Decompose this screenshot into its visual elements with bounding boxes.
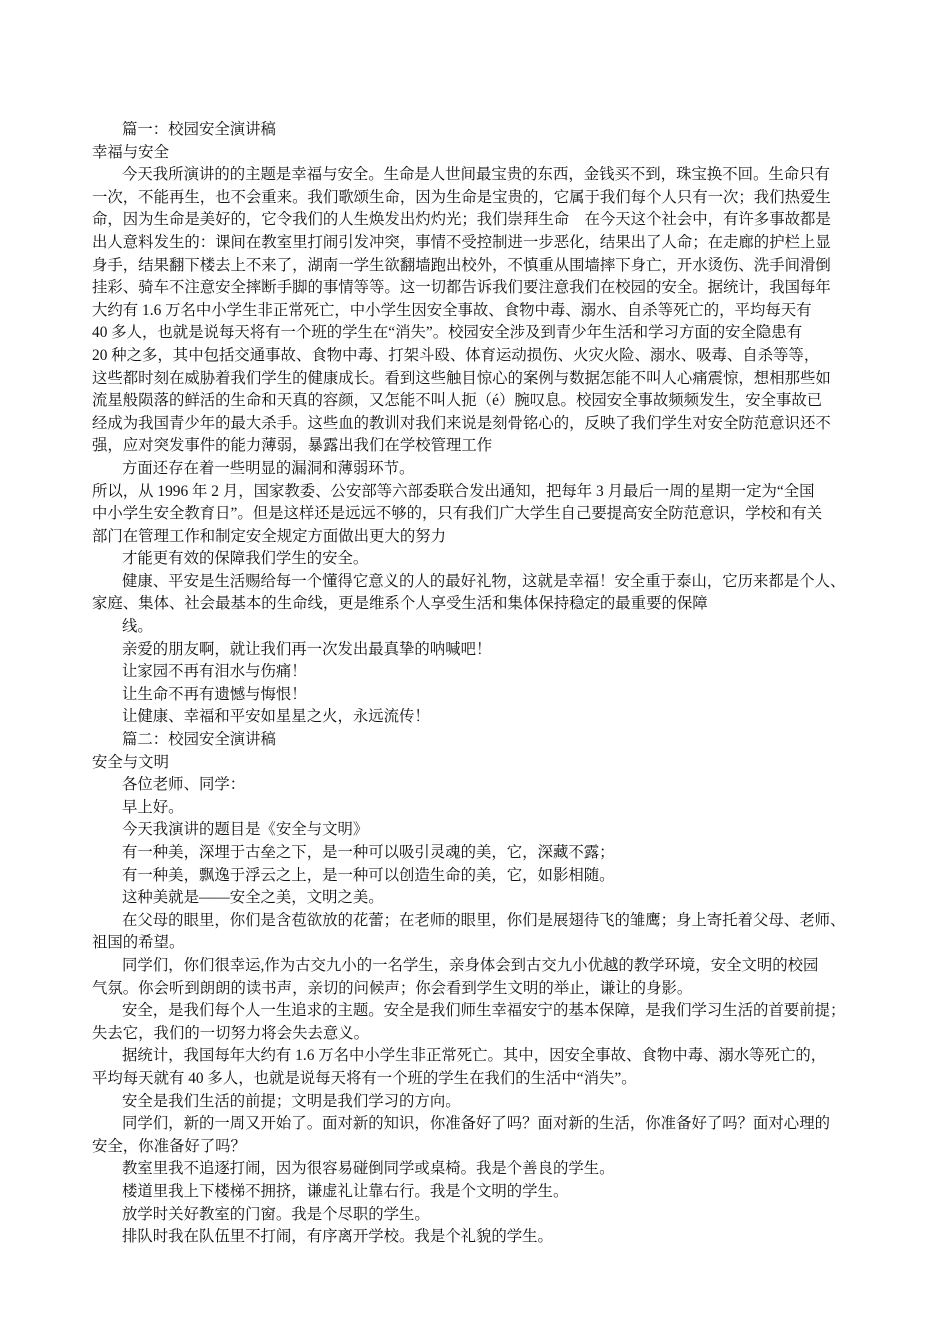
text-line: 同学们，你们很幸运,作为古交九小的一名学生，亲身体会到古交九小优越的教学环境，安全文明的校园 (122, 956, 819, 974)
text-line: 所以，从 1996 年 2 月，国家教委、公安部等六部委联合发出通知，把每年 3 月最后一周的星期一定为“全国 (92, 482, 815, 500)
text-line: 排队时我在队伍里不打闹，有序离开学校。我是个礼貌的学生。 (122, 1228, 553, 1246)
text-line: 安全，你准备好了吗？ (92, 1137, 246, 1155)
text-line: 线。 (122, 618, 153, 636)
text-line: 祖国的希望。 (92, 934, 185, 952)
text-line: 让家园不再有泪水与伤痛！ (122, 663, 307, 681)
text-line: 一次，不能再生，也不会重来。我们歌颂生命，因为生命是宝贵的，它属于我们每个人只有一次；我们热爱生 (92, 188, 831, 206)
text-line: 篇一：校园安全演讲稿 (122, 121, 276, 138)
text-line: 安全是我们生活的前提；文明是我们学习的方向。 (122, 1092, 461, 1110)
text-line: 在父母的眼里，你们是含苞欲放的花蕾；在老师的眼里，你们是展翅待飞的雏鹰；身上寄托着父母、老师、 (122, 911, 846, 929)
text-line: 教室里我不追逐打闹，因为很容易碰倒同学或桌椅。我是个善良的学生。 (122, 1160, 615, 1178)
text-line: 部门在管理工作和制定安全规定方面做出更大的努力 (92, 527, 446, 545)
text-line: 家庭、集体、社会最基本的生命线，更是维系个人享受生活和集体保持稳定的最重要的保障 (92, 595, 708, 613)
text-line: 方面还存在着一些明显的漏洞和薄弱环节。 (122, 459, 415, 477)
text-line: 各位老师、同学： (122, 776, 246, 794)
text-line: 亲爱的朋友啊，就让我们再一次发出最真挚的呐喊吧！ (122, 640, 492, 658)
text-line: 这种美就是——安全之美，文明之美。 (122, 889, 384, 907)
text-line: 大约有 1.6 万名中小学生非正常死亡，中小学生因安全事故、食物中毒、溺水、自杀等死亡的，平均每天有 (92, 301, 812, 319)
text-line: 今天我演讲的题目是《安全与文明》 (122, 821, 369, 839)
text-line: 有一种美，深埋于古垒之下，是一种可以吸引灵魂的美，它，深藏不露； (122, 844, 615, 861)
text-line: 健康、平安是生活赐给每一个懂得它意义的人的最好礼物，这就是幸福！安全重于泰山，它历来都是个人、 (122, 572, 846, 590)
text-line: 才能更有效的保障我们学生的安全。 (122, 550, 369, 568)
text-line: 身手，结果翻下楼去上不来了，湖南一学生欲翻墙跑出校外，不慎重从围墙摔下身亡，开水烫伤、洗手间滑倒 (92, 256, 831, 274)
text-line: 有一种美，飘逸于浮云之上，是一种可以创造生命的美，它，如影相随。 (122, 866, 615, 884)
text-line: 经成为我国青少年的最大杀手。这些血的教训对我们来说是刻骨铭心的，反映了我们学生对安全防范意识还不 (92, 414, 831, 432)
text-line: 平均每天就有 40 多人，也就是说每天将有一个班的学生在我们的生活中“消失”。 (92, 1069, 637, 1087)
text-line: 同学们，新的一周又开始了。面对新的知识，你准备好了吗？面对新的生活，你准备好了吗？面对心理的 (122, 1115, 830, 1133)
document-body (92, 119, 872, 1249)
text-line: 失去它，我们的一切努力将会失去意义。 (92, 1024, 370, 1042)
text-line: 强，应对突发事件的能力薄弱，暴露出我们在学校管理工作 (92, 437, 493, 455)
text-line: 早上好。 (122, 798, 184, 816)
text-line: 据统计，我国每年大约有 1.6 万名中小学生非正常死亡。其中，因安全事故、食物中毒、溺水等死亡的， (122, 1047, 827, 1065)
text-line: 挂彩、骑车不注意安全摔断手脚的事情等等。这一切都告诉我们要注意我们在校园的安全。据统计，我国每年 (92, 279, 831, 297)
text-line: 40 多人，也就是说每天将有一个班的学生在“消失”。校园安全涉及到青少年生活和学习方面的安全隐患有 (92, 324, 803, 342)
text-line: 放学时关好教室的门窗。我是个尽职的学生。 (122, 1205, 430, 1223)
text-line: 安全与文明 (92, 753, 169, 771)
text-line: 20 种之多，其中包括交通事故、食物中毒、打架斗殴、体育运动损伤、火灾火险、溺水、吸毒、自杀等等， (92, 346, 820, 364)
text-line: 流星般陨落的鲜活的生命和天真的容颜，又怎能不叫人扼（é）腕叹息。校园安全事故频频发生，安全事故已 (92, 392, 823, 410)
text-line: 出人意料发生的：课间在教室里打闹引发冲突，事情不受控制进一步恶化，结果出了人命；在走廊的护栏上显 (92, 233, 831, 251)
text-line: 这些都时刻在威胁着我们学生的健康成长。看到这些触目惊心的案例与数据怎能不叫人心痛震惊，想相那些如 (92, 369, 831, 387)
text-line: 今天我所演讲的的主题是幸福与安全。生命是人世间最宝贵的东西，金钱买不到，珠宝换不回。生命只有 (122, 166, 830, 184)
text-line: 气氛。你会听到朗朗的读书声，亲切的问候声；你会看到学生文明的举止，谦让的身影。 (92, 979, 693, 997)
text-line: 让生命不再有遗憾与悔恨！ (122, 685, 307, 703)
text-line: 安全，是我们每个人一生追求的主题。安全是我们师生幸福安宁的基本保障，是我们学习生活的首要前提； (122, 1002, 846, 1020)
text-line: 让健康、幸福和平安如星星之火，永远流传！ (122, 708, 430, 726)
text-line: 楼道里我上下楼梯不拥挤，谦虚礼让靠右行。我是个文明的学生。 (122, 1182, 569, 1200)
text-line: 篇二：校园安全演讲稿 (122, 731, 276, 749)
text-line: 幸福与安全 (92, 143, 169, 161)
text-line: 命，因为生命是美好的，它令我们的人生焕发出灼灼光；我们崇拜生命 在今天这个社会中，有许多事故都是 (92, 211, 831, 229)
text-line: 中小学生安全教育日”。但是这样还是远远不够的，只有我们广大学生自己要提高安全防范意识，学校和有关 (92, 505, 823, 523)
